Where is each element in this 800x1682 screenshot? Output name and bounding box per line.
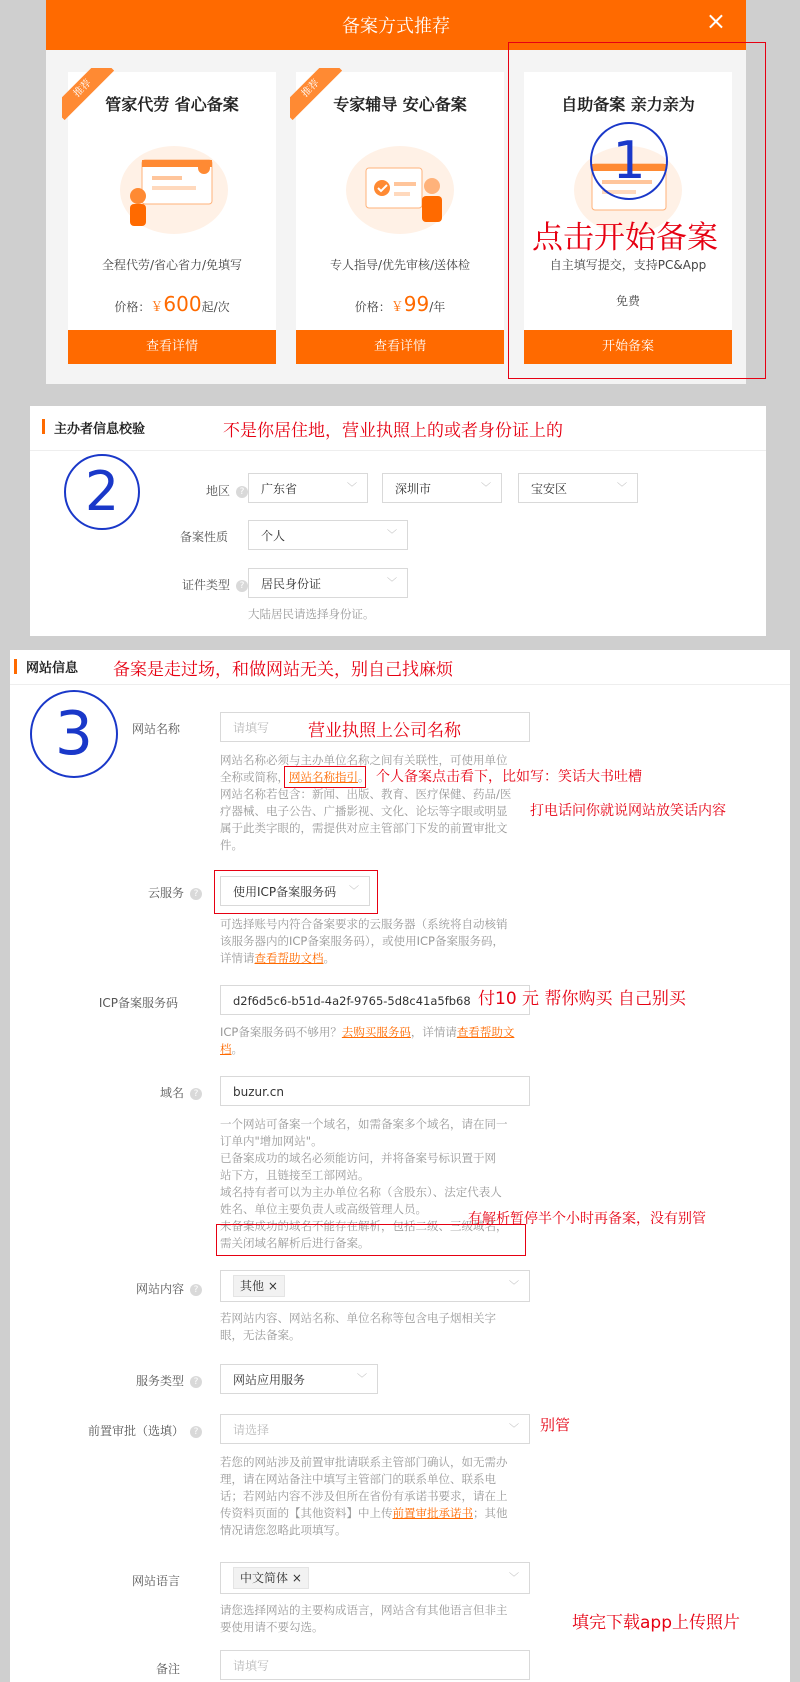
step3-annotation: 备案是走过场，和做网站无关，别自己找麻烦: [113, 660, 453, 680]
remark-label: 备注: [155, 1662, 180, 1676]
view-details-button[interactable]: 查看详情: [296, 330, 504, 364]
card-price: 价格：￥99/年: [354, 292, 446, 316]
dns-highlight-box: [216, 1224, 526, 1256]
domain-input[interactable]: buzur.cn: [220, 1076, 530, 1106]
site-name-guide-link[interactable]: 网站名称指引: [289, 770, 358, 784]
service-type-select[interactable]: 网站应用服务 ﹀: [220, 1364, 378, 1394]
section-header: [30, 406, 766, 451]
pre-approval-hint: 若您的网站涉及前置审批请联系主管部门确认，如无需办 理，请在网站备注中填写主管部门的联系单位、联系电 话；若网站内容不涉及但所在省份有承诺书要求，请在上 传资料页面的【其他资料】中上传前置审批承诺书；其他 情况请您忽略此项填写。: [220, 1455, 508, 1537]
cloud-service-select[interactable]: 使用ICP备案服务码 ﹀: [220, 876, 370, 906]
id-type-hint: 大陆居民请选择身份证。: [248, 607, 375, 621]
content-tag: 其他 ×: [233, 1275, 285, 1297]
modal-title: 备案方式推荐: [342, 16, 450, 37]
step1-highlight-box: [508, 42, 766, 379]
site-name-input[interactable]: 请填写: [220, 712, 530, 742]
section-header: [10, 650, 790, 685]
help-doc-link-cont[interactable]: 档: [220, 1042, 232, 1056]
phone-call-annotation: 打电话问你就说网站放笑话内容: [530, 803, 726, 819]
card-housekeeper: [68, 72, 276, 364]
pre-approval-annotation: 别管: [540, 1416, 571, 1434]
icp-code-label: ICP备案服务码: [98, 996, 178, 1010]
site-language-hint: 请您选择网站的主要构成语言，网站含有其他语言但非主 要使用请不要勾选。: [220, 1603, 508, 1634]
chevron-down-icon: ﹀: [349, 886, 359, 897]
help-icon[interactable]: ?: [190, 1376, 202, 1388]
pre-approval-label: 前置审批（选填） ?: [50, 1422, 202, 1439]
help-icon[interactable]: ?: [236, 486, 248, 498]
cloud-service-highlight-box: [214, 870, 378, 914]
chevron-down-icon: ﹀: [617, 483, 627, 494]
help-icon[interactable]: ?: [190, 1284, 202, 1296]
close-icon[interactable]: ×: [705, 7, 726, 35]
help-icon[interactable]: ?: [236, 580, 248, 592]
recommend-badge: 推荐: [290, 68, 342, 120]
site-name-label: 网站名称: [131, 722, 180, 736]
site-name-annotation: 营业执照上公司名称: [308, 721, 461, 741]
site-name-hint: 网站名称必须与主办单位名称之间有关联性，可使用单位 全称或简称，网站名称指引。 网站名称若包含：新闻、出版、教育、医疗保健、药品/医 疗器械、电子公告、广播影视、文化、论坛等字眼或明显 属于此类字眼的，需提供对应主管部门下发的前置审批文 件。: [220, 753, 512, 852]
view-details-button[interactable]: 查看详情: [68, 330, 276, 364]
chevron-down-icon: ﹀: [509, 1573, 519, 1584]
step2-annotation: 不是你居住地，营业执照上的或者身份证上的: [223, 421, 563, 441]
help-icon[interactable]: ?: [190, 1426, 202, 1438]
final-annotation: 填完下载app上传照片: [572, 1613, 740, 1633]
help-icon[interactable]: ?: [190, 888, 202, 900]
site-language-label: 网站语言: [131, 1574, 180, 1588]
chevron-down-icon: ﹀: [347, 483, 357, 494]
expert-illustration-icon: [336, 134, 464, 238]
chevron-down-icon: ﹀: [509, 1424, 519, 1435]
province-select[interactable]: 广东省 ﹀: [248, 473, 368, 503]
section-accent-bar: [14, 659, 17, 674]
section-title: 网站信息: [26, 661, 79, 676]
help-doc-link[interactable]: 查看帮助文: [456, 1025, 515, 1039]
help-icon[interactable]: ?: [190, 1088, 202, 1100]
domain-label: 域名 ?: [70, 1084, 202, 1101]
site-content-select[interactable]: [220, 1270, 530, 1302]
tag-remove-icon[interactable]: ×: [267, 1279, 278, 1293]
icp-code-input[interactable]: d2f6d5c6-b51d-4a2f-9765-5d8c41a5fb68: [220, 985, 530, 1015]
sponsor-info-section: [30, 406, 766, 636]
commitment-letter-link[interactable]: 前置审批承诺书: [392, 1506, 473, 1520]
card-expert: [296, 72, 504, 364]
id-type-select[interactable]: 居民身份证 ﹀: [248, 568, 408, 598]
help-doc-link[interactable]: 查看帮助文档: [254, 951, 324, 965]
icp-code-hint: ICP备案服务码不够用？去购买服务码，详情请查看帮助文 档。: [220, 1025, 515, 1056]
section-accent-bar: [42, 419, 45, 434]
card-title: 自助备案 亲力亲为: [561, 95, 695, 114]
guide-link-highlight-box: [284, 766, 366, 788]
step2-number: 2: [64, 454, 140, 530]
district-select[interactable]: 宝安区 ﹀: [518, 473, 638, 503]
website-info-section: [10, 650, 790, 1682]
chevron-down-icon: ﹀: [481, 483, 491, 494]
section-title: 主办者信息校验: [54, 422, 146, 437]
filing-nature-select[interactable]: 个人 ﹀: [248, 520, 408, 550]
site-content-label: 网站内容 ?: [70, 1280, 202, 1297]
card-desc: 专人指导/优先审核/送体检: [329, 258, 471, 272]
icp-purchase-annotation: 付10 元 帮你购买 自己别买: [478, 989, 686, 1009]
language-tag: 中文简体 ×: [233, 1567, 309, 1589]
document-illustration-icon: [108, 134, 236, 238]
site-content-hint: 若网站内容、网站名称、单位名称等包含电子烟相关字 眼，无法备案。: [220, 1311, 496, 1342]
tag-remove-icon[interactable]: ×: [291, 1571, 302, 1585]
card-title: 专家辅导 安心备案: [333, 95, 467, 114]
chevron-down-icon: ﹀: [387, 530, 397, 541]
remark-input[interactable]: 请填写: [220, 1650, 530, 1680]
card-price: 价格：￥600起/次: [114, 292, 230, 316]
personal-filing-annotation: 个人备案点击看下，比如写：笑话大书吐槽: [376, 769, 642, 785]
chevron-down-icon: ﹀: [357, 1374, 367, 1385]
recommend-badge: 推荐: [62, 68, 114, 120]
dns-annotation: 有解析暂停半个小时再备案，没有别管: [468, 1211, 706, 1227]
card-desc: 自主填写提交，支持PC&App: [549, 258, 707, 272]
step1-number: 1: [590, 122, 668, 200]
pre-approval-select[interactable]: 请选择 ﹀: [220, 1414, 530, 1444]
start-filing-button[interactable]: 开始备案: [524, 330, 732, 364]
id-type-label: 证件类型 ?: [130, 576, 248, 593]
card-desc: 全程代劳/省心省力/免填写: [101, 258, 243, 272]
buy-service-code-link[interactable]: 去购买服务码: [341, 1025, 411, 1039]
site-language-select[interactable]: [220, 1562, 530, 1594]
step1-annotation: 点击开始备案: [532, 220, 718, 256]
step3-number: 3: [30, 690, 118, 778]
region-label: 地区 ?: [130, 482, 248, 499]
cloud-service-hint: 可选择账号内符合备案要求的云服务器（系统将自动核销 该服务器内的ICP备案服务码），或使用ICP备案服务码， 详情请查看帮助文档。: [220, 917, 508, 965]
cloud-service-label: 云服务 ?: [70, 884, 202, 901]
city-select[interactable]: 深圳市 ﹀: [382, 473, 502, 503]
service-type-label: 服务类型 ?: [70, 1372, 202, 1389]
filing-nature-label: 备案性质: [179, 530, 228, 544]
card-price: 免费: [615, 294, 640, 308]
card-title: 管家代劳 省心备案: [105, 95, 239, 114]
chevron-down-icon: ﹀: [509, 1281, 519, 1292]
chevron-down-icon: ﹀: [387, 578, 397, 589]
domain-hint: 一个网站可备案一个域名，如需备案多个域名，请在同一 订单内"增加网站"。 已备案成功的域名必须能访问，并将备案号标识置于网 站下方，且链接至工部网站。 域名持有者可以为主办单位名称（含股东）、法定代表人 姓名、单位主要负责人或高级管理人员。 未备案成功的域名不能存在解析，包括二级、三级域名， 需关闭域名解析后进行备案。: [220, 1117, 508, 1250]
